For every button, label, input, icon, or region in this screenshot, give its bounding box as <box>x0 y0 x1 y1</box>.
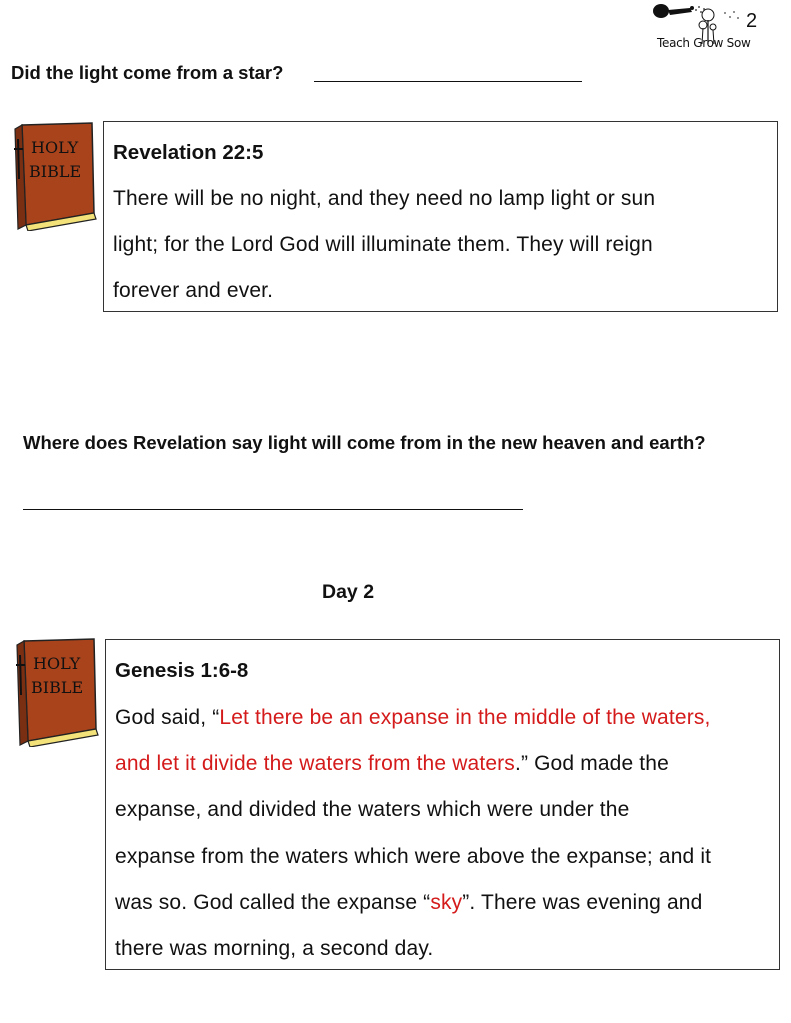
answer-line-1 <box>314 81 582 82</box>
verse-segment: .” God made the <box>514 752 669 776</box>
bible-label-holy: HOLY <box>33 654 81 673</box>
question-star: Did the light come from a star? <box>11 62 284 83</box>
verse-highlight: sky <box>430 890 463 914</box>
logo-text: Teach Grow Sow <box>657 36 751 50</box>
verse-reference: Genesis 1:6-8 <box>115 659 249 682</box>
verse-box-genesis <box>105 639 780 970</box>
verse-line <box>115 880 773 926</box>
verse-line: there was morning, a second day. <box>115 937 434 961</box>
holy-bible-icon <box>14 637 100 747</box>
verse-highlight: and let it divide the waters from the waters <box>115 752 515 776</box>
verse-segment: was so. God called the expanse “ <box>115 890 431 914</box>
verse-line: expanse from the waters which were above the expanse; and it <box>115 844 712 868</box>
verse-line: expanse, and divided the waters which were under the <box>115 798 630 822</box>
verse-segment: ”. There was evening and <box>462 890 703 914</box>
day-heading: Day 2 <box>322 581 375 603</box>
verse-text <box>115 695 773 972</box>
verse-line <box>115 741 773 787</box>
verse-line: forever and ever. <box>113 279 274 303</box>
verse-line: There will be no night, and they need no lamp light or sun <box>113 187 656 210</box>
verse-line: light; for the Lord God will illuminate them. They will reign <box>113 233 653 257</box>
verse-reference: Revelation 22:5 <box>113 141 264 164</box>
verse-box-revelation <box>103 121 778 312</box>
page-number: 2 <box>746 10 758 32</box>
verse-highlight: Let there be an expanse in the middle of the waters, <box>219 706 711 729</box>
bible-label-bible: BIBLE <box>31 678 84 697</box>
question-new-heaven: Where does Revelation say light will come from in the new heaven and earth? <box>23 432 706 453</box>
verse-segment: God said, “ <box>115 706 220 729</box>
verse-line <box>115 695 773 741</box>
bible-label-holy: HOLY <box>31 138 79 157</box>
holy-bible-icon <box>12 121 98 231</box>
verse-text <box>113 176 771 315</box>
bible-label-bible: BIBLE <box>29 162 82 181</box>
answer-line-2 <box>23 509 523 510</box>
